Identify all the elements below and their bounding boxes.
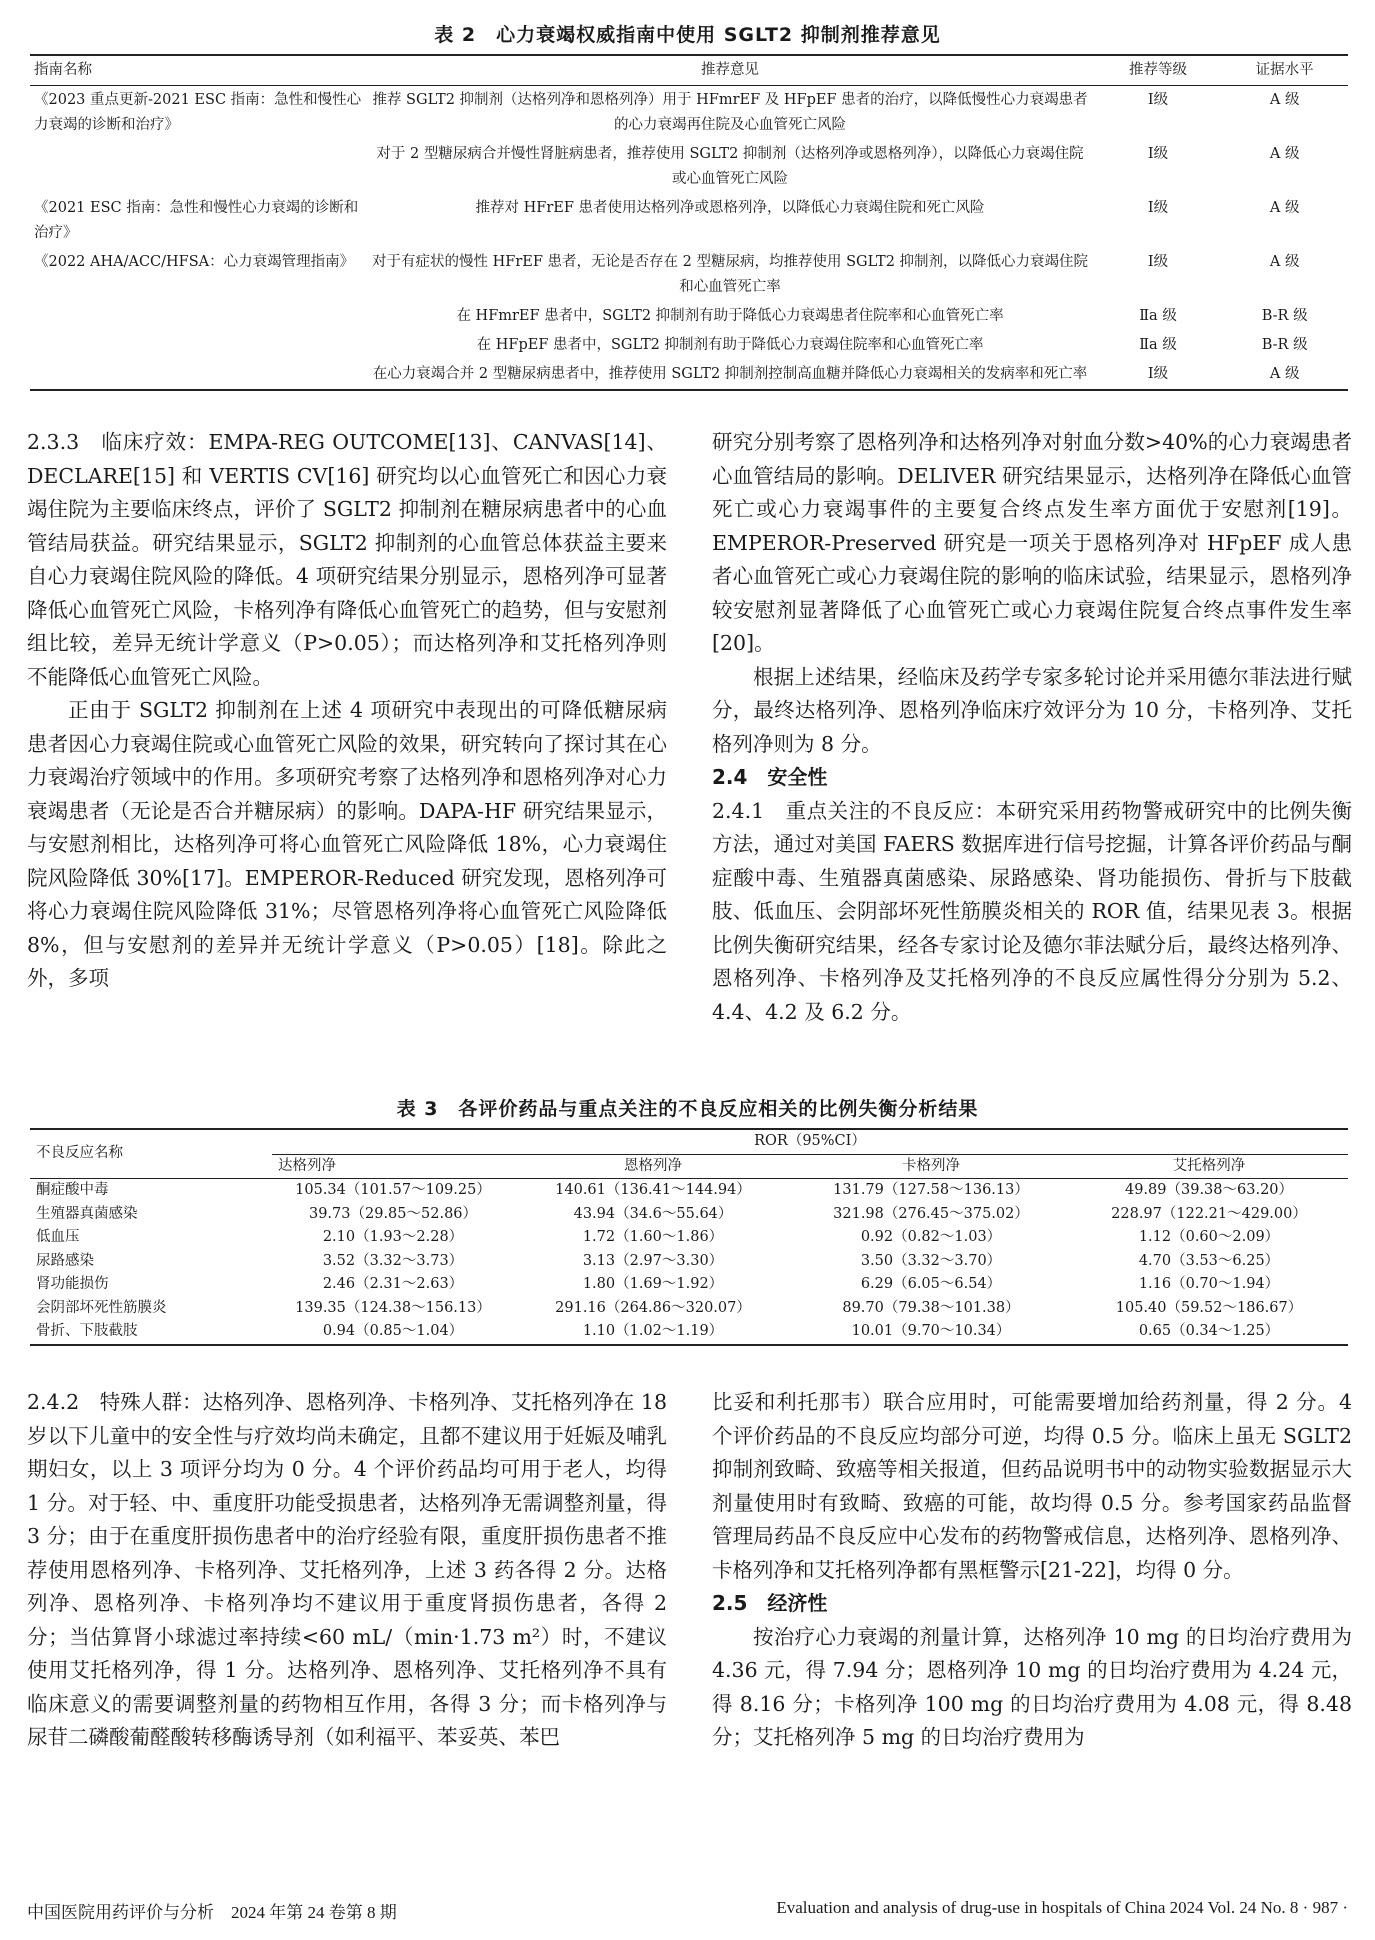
table2 [30, 54, 1348, 391]
t2-evidence: A 级 [1221, 360, 1348, 390]
t3-ror-value: 3.52（3.32～3.73） [322, 1252, 464, 1269]
t3-row-header: 不良反应名称 [30, 1129, 272, 1179]
t3-ror-value: 0.92（0.82～1.03） [860, 1229, 1002, 1245]
right-column-1 [712, 426, 1352, 1029]
t3-reaction-name: 骨折、下肢截肢 [30, 1320, 272, 1345]
t2-row [30, 248, 1348, 302]
t2-header-rec: 推荐意见 [365, 55, 1094, 86]
t2-recommendation: 对于 2 型糖尿病合并慢性肾脏病患者，推荐使用 SGLT2 抑制剂（达格列净或恩格列净），以降低心力衰竭住院或心血管死亡风险 [376, 146, 1084, 187]
t3-drug-header: 卡格列净 [792, 1154, 1070, 1179]
t3-ror-value: 0.65（0.34～1.25） [1070, 1320, 1348, 1345]
t3-ror-value: 49.89（39.38～63.20） [1124, 1182, 1294, 1198]
t2-level: Ⅰ级 [1147, 146, 1169, 162]
t3-ror-value: 89.70（79.38～101.38） [842, 1299, 1020, 1316]
t2-guideline-name [30, 302, 365, 331]
t3-reaction-name: 酮症酸中毒 [36, 1182, 109, 1198]
t2-header-name: 指南名称 [30, 55, 365, 86]
t3-reaction-name: 会阴部坏死性筋膜炎 [36, 1299, 167, 1316]
t2-guideline-name: 《2023 重点更新-2021 ESC 指南：急性和慢性心力衰竭的诊断和治疗》 [34, 92, 362, 133]
t2-row [30, 140, 1348, 194]
t3-row [30, 1250, 1348, 1274]
paragraph: 2.4.2 特殊人群：达格列净、恩格列净、卡格列净、艾托格列净在 18 岁以下儿童中的安全性与疗效均尚未确定，且都不建议用于妊娠及哺乳期妇女，以上 3 项评分均为 0 分。4 个评价药品均可用于老人，均得 1 分。对于轻、中、重度肝功能受损患者，达格列净无需调整剂量，得 3 分；由于在重度肝损伤患者中的治疗经验有限，重度肝损伤患者不推荐使用恩格列净、卡格列净、艾托格列净，上述 3 药各得 2 分。达格列净、恩格列净、卡格列净均不建议用于重度肾损伤患者，各得 2 分；当估算肾小球滤过率持续<60 mL/（min·1.73 m²）时，不建议使用艾托格列净，得 1 分。达格列净、恩格列净、艾托格列净不具有临床意义的需要调整剂量的药物相互作用，各得 3 分；而卡格列净与尿苷二磷酸葡醛酸转移酶诱导剂（如利福平、苯妥英、苯巴 [27, 1390, 667, 1749]
section-heading: 2.4 安全性 [712, 765, 828, 789]
t3-reaction-name: 生殖器真菌感染 [36, 1205, 138, 1222]
table2-caption: 表 2 心力衰竭权威指南中使用 SGLT2 抑制剂推荐意见 [434, 24, 941, 46]
t2-guideline-name [30, 360, 365, 390]
t2-row [30, 194, 1348, 248]
paragraph: 按治疗心力衰竭的剂量计算，达格列净 10 mg 的日均治疗费用为 4.36 元，得 7.94 分；恩格列净 10 mg 的日均治疗费用为 4.24 元，得 8.16 分；卡格列净 100 mg 的日均治疗费用为 4.08 元，得 8.48 分；艾托格列净 5 mg 的日均治疗费用为 [712, 1624, 1352, 1749]
paragraph: 2.4.1 重点关注的不良反应：本研究采用药物警戒研究中的比例失衡方法，通过对美国 FAERS 数据库进行信号挖掘，计算各评价药品与酮症酸中毒、生殖器真菌感染、尿路感染、肾功能损伤、骨折与下肢截肢、低血压、会阴部坏死性筋膜炎相关的 ROR 值，结果见表 3。根据比例失衡研究结果，经各专家讨论及德尔菲法赋分后，最终达格列净、恩格列净、卡格列净及艾托格列净的不良反应属性得分分别为 5.2、4.4、4.2 及 6.2 分。 [712, 798, 1352, 1024]
t3-drug-header: 恩格列净 [514, 1154, 792, 1179]
t3-ror-value: 10.01（9.70～10.34） [792, 1320, 1070, 1345]
t3-row [30, 1297, 1348, 1321]
t2-evidence: A 级 [1269, 146, 1300, 162]
t3-row [30, 1179, 1348, 1203]
t3-drug-header: 艾托格列净 [1070, 1154, 1348, 1179]
t2-level: Ⅱa 级 [1139, 337, 1177, 353]
t3-ror-value: 0.94（0.85～1.04） [272, 1320, 514, 1345]
footer-journal-en: Evaluation and analysis of drug-use in hospitals of China 2024 Vol. 24 No. 8 · 987 · [776, 1898, 1348, 1917]
t3-row [30, 1320, 1348, 1345]
t2-row [30, 302, 1348, 331]
t2-guideline-name: 《2022 AHA/ACC/HFSA：心力衰竭管理指南》 [34, 254, 355, 270]
section-heading: 2.5 经济性 [712, 1591, 828, 1615]
t2-guideline-name: 《2021 ESC 指南：急性和慢性心力衰竭的诊断和治疗》 [34, 200, 359, 241]
t3-ror-value: 1.72（1.60～1.86） [582, 1229, 724, 1245]
t2-evidence: B-R 级 [1261, 337, 1308, 353]
t3-ror-value: 321.98（276.45～375.02） [833, 1205, 1029, 1222]
t3-group-header: ROR（95%CI） [272, 1129, 1348, 1154]
t3-ror-value: 1.16（0.70～1.94） [1138, 1276, 1280, 1292]
t2-level: Ⅰ级 [1147, 254, 1169, 270]
paragraph: 2.3.3 临床疗效：EMPA-REG OUTCOME[13]、CANVAS[14]、DECLARE[15] 和 VERTIS CV[16] 研究均以心血管死亡和因心力衰竭住院为主要临床终点，评价了 SGLT2 抑制剂在糖尿病患者中的心血管结局获益。研究结果显示，SGLT2 抑制剂的心血管总体获益主要来自心力衰竭住院风险的降低。4 项研究结果分别显示，恩格列净可显著降低心血管死亡风险，卡格列净有降低心血管死亡的趋势，但与安慰剂组比较，差异无统计学意义（P>0.05）；而达格列净和艾托格列净则不能降低心血管死亡风险。 [27, 430, 667, 689]
t3-ror-value: 2.10（1.93～2.28） [322, 1229, 464, 1245]
t3-drug-header: 达格列净 [272, 1154, 514, 1179]
table3 [30, 1128, 1348, 1346]
t3-ror-value: 3.50（3.32～3.70） [860, 1252, 1002, 1269]
t2-row [30, 86, 1348, 141]
t3-reaction-name: 低血压 [36, 1229, 80, 1245]
t2-level: Ⅰ级 [1147, 200, 1169, 216]
t3-ror-value: 2.46（2.31～2.63） [322, 1276, 464, 1292]
right-column-2 [712, 1386, 1352, 1755]
t2-recommendation: 推荐 SGLT2 抑制剂（达格列净和恩格列净）用于 HFmrEF 及 HFpEF 患者的治疗，以降低慢性心力衰竭患者的心力衰竭再住院及心血管死亡风险 [372, 92, 1088, 133]
t2-evidence: B-R 级 [1261, 308, 1308, 324]
left-column-2 [27, 1386, 667, 1755]
t2-level: Ⅰ级 [1147, 92, 1169, 108]
t2-level: Ⅰ级 [1095, 360, 1222, 390]
t2-recommendation: 在 HFmrEF 患者中，SGLT2 抑制剂有助于降低心力衰竭患者住院率和心血管死亡率 [456, 308, 1004, 324]
t3-ror-value: 1.12（0.60～2.09） [1138, 1229, 1280, 1245]
t3-ror-value: 139.35（124.38～156.13） [295, 1299, 491, 1316]
t2-evidence: A 级 [1269, 92, 1300, 108]
t3-ror-value: 1.80（1.69～1.92） [582, 1276, 724, 1292]
t2-header-evidence: 证据水平 [1221, 55, 1348, 86]
t3-ror-value: 39.73（29.85～52.86） [308, 1205, 478, 1222]
t3-reaction-name: 尿路感染 [36, 1252, 94, 1269]
t3-row [30, 1203, 1348, 1227]
t2-recommendation: 在 HFpEF 患者中，SGLT2 抑制剂有助于降低心力衰竭住院率和心血管死亡率 [476, 337, 984, 353]
t2-recommendation: 推荐对 HFrEF 患者使用达格列净或恩格列净，以降低心力衰竭住院和死亡风险 [475, 200, 985, 216]
t3-ror-value: 3.13（2.97～3.30） [582, 1252, 724, 1269]
t3-ror-value: 228.97（122.21～429.00） [1111, 1205, 1307, 1222]
paragraph: 正由于 SGLT2 抑制剂在上述 4 项研究中表现出的可降低糖尿病患者因心力衰竭住院或心血管死亡风险的效果，研究转向了探讨其在心力衰竭治疗领域中的作用。多项研究考察了达格列净和恩格列净对心力衰竭患者（无论是否合并糖尿病）的影响。DAPA-HF 研究结果显示，与安慰剂相比，达格列净可将心血管死亡风险降低 18%，心力衰竭住院风险降低 30%[17]。EMPEROR-Reduced 研究发现，恩格列净可将心力衰竭住院风险降低 31%；尽管恩格列净将心血管死亡风险降低 8%，但与安慰剂的差异并无统计学意义（P>0.05）[18]。除此之外，多项 [27, 698, 667, 990]
t3-ror-value: 105.40（59.52～186.67） [1115, 1299, 1303, 1316]
left-column-1 [27, 426, 667, 996]
paragraph: 根据上述结果，经临床及药学专家多轮讨论并采用德尔菲法进行赋分，最终达格列净、恩格列净临床疗效评分为 10 分，卡格列净、艾托格列净则为 8 分。 [712, 664, 1352, 756]
t2-row [30, 331, 1348, 360]
t2-header-level: 推荐等级 [1095, 55, 1222, 86]
t3-ror-value: 105.34（101.57～109.25） [295, 1182, 491, 1198]
t3-ror-value: 131.79（127.58～136.13） [833, 1182, 1029, 1198]
t2-evidence: A 级 [1269, 200, 1300, 216]
t3-ror-value: 43.94（34.6～55.64） [573, 1205, 733, 1222]
t2-recommendation: 在心力衰竭合并 2 型糖尿病患者中，推荐使用 SGLT2 抑制剂控制高血糖并降低心力衰竭相关的发病率和死亡率 [365, 360, 1094, 390]
t3-ror-value: 6.29（6.05～6.54） [860, 1276, 1002, 1292]
t2-guideline-name [30, 331, 365, 360]
t2-guideline-name [30, 140, 365, 194]
footer-journal-cn: 中国医院用药评价与分析 2024 年第 24 卷第 8 期 [27, 1903, 397, 1922]
t2-level: Ⅱa 级 [1139, 308, 1177, 324]
t3-ror-value: 1.10（1.02～1.19） [514, 1320, 792, 1345]
t3-row [30, 1226, 1348, 1250]
table3-caption: 表 3 各评价药品与重点关注的不良反应相关的比例失衡分析结果 [396, 1098, 979, 1120]
paragraph: 比妥和利托那韦）联合应用时，可能需要增加给药剂量，得 2 分。4 个评价药品的不良反应均部分可逆，均得 0.5 分。临床上虽无 SGLT2 抑制剂致畸、致癌等相关报道，但药品说明书中的动物实验数据显示大剂量使用时有致畸、致癌的可能，故均得 0.5 分。参考国家药品监督管理局药品不良反应中心发布的药物警戒信息，达格列净、恩格列净、卡格列净和艾托格列净都有黑框警示[21-22]，均得 0 分。 [712, 1390, 1352, 1582]
t3-ror-value: 4.70（3.53～6.25） [1138, 1252, 1280, 1269]
t3-ror-value: 291.16（264.86～320.07） [555, 1299, 751, 1316]
t2-evidence: A 级 [1269, 254, 1300, 270]
t2-recommendation: 对于有症状的慢性 HFrEF 患者，无论是否存在 2 型糖尿病，均推荐使用 SGLT2 抑制剂，以降低心力衰竭住院和心血管死亡率 [372, 254, 1089, 295]
t2-row [30, 360, 1348, 390]
t3-row [30, 1273, 1348, 1297]
t3-ror-value: 140.61（136.41～144.94） [555, 1182, 751, 1198]
paragraph: 研究分别考察了恩格列净和达格列净对射血分数>40%的心力衰竭患者心血管结局的影响。DELIVER 研究结果显示，达格列净在降低心血管死亡或心力衰竭事件的主要复合终点发生率方面优于安慰剂[19]。EMPEROR-Preserved 研究是一项关于恩格列净对 HFpEF 成人患者心血管死亡或心力衰竭住院的影响的临床试验，结果显示，恩格列净较安慰剂显著降低了心血管死亡或心力衰竭住院复合终点事件发生率[20]。 [712, 430, 1352, 655]
t3-reaction-name: 肾功能损伤 [36, 1276, 109, 1292]
